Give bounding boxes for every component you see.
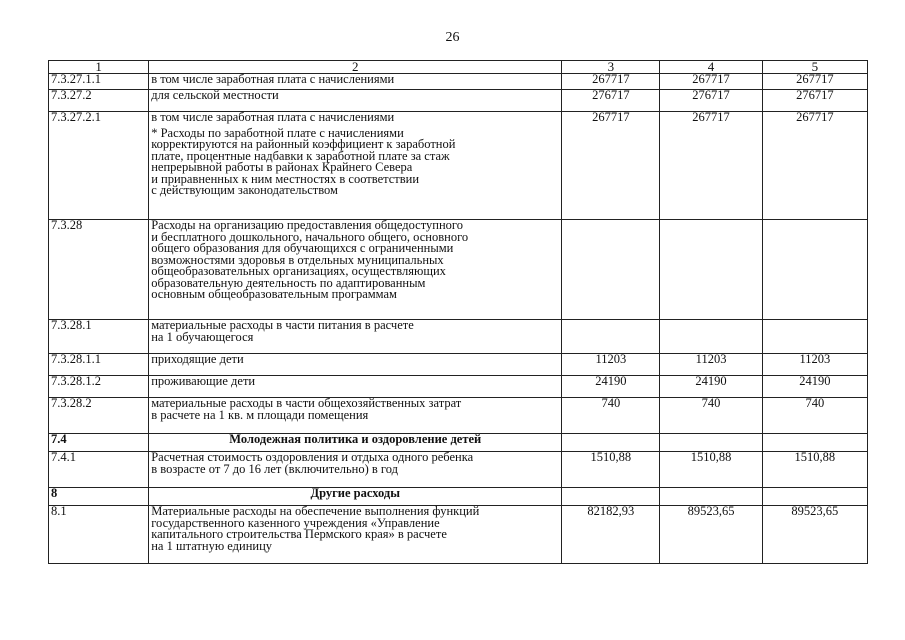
section-title: Другие расходы bbox=[149, 488, 562, 506]
value-col-4: 267717 bbox=[660, 112, 762, 220]
empty-value-cell bbox=[762, 488, 867, 506]
footnote-line: с действующим законодательством bbox=[151, 183, 338, 197]
section-title: Молодежная политика и оздоровление детей bbox=[149, 434, 562, 452]
value-col-5: 1510,88 bbox=[762, 452, 867, 488]
row-code: 7.3.28 bbox=[49, 220, 149, 320]
value-col-3 bbox=[562, 320, 660, 354]
description-line: общеобразовательных организациях, осуществляющих bbox=[151, 264, 446, 278]
value-col-4: 11203 bbox=[660, 354, 762, 376]
description-line: в возрасте от 7 до 16 лет (включительно) в год bbox=[151, 461, 398, 476]
value-col-3: 276717 bbox=[562, 90, 660, 112]
value-col-3: 267717 bbox=[562, 74, 660, 90]
value-col-4 bbox=[660, 320, 762, 354]
row-code: 7.3.28.1.2 bbox=[49, 376, 149, 398]
table-row bbox=[49, 488, 868, 506]
header-cell-1: 1 bbox=[49, 61, 149, 74]
empty-value-cell bbox=[562, 434, 660, 452]
footnote-line: и приравненных к ним местностях в соответствии bbox=[151, 171, 420, 186]
value-col-5: 267717 bbox=[762, 74, 867, 90]
header-cell-3: 3 bbox=[562, 61, 660, 74]
table-row bbox=[49, 90, 868, 112]
empty-value-cell bbox=[660, 488, 762, 506]
table-row bbox=[49, 398, 868, 434]
description-line: и бесплатного дошкольного, начального общего, основного bbox=[151, 229, 469, 244]
row-description bbox=[149, 398, 562, 434]
value-col-4: 267717 bbox=[660, 74, 762, 90]
empty-value-cell bbox=[660, 434, 762, 452]
value-col-4: 89523,65 bbox=[660, 506, 762, 564]
value-col-4 bbox=[660, 220, 762, 320]
row-code: 7.4 bbox=[49, 434, 149, 452]
footnote-line: * Расходы по заработной плате с начислениями bbox=[151, 125, 404, 140]
description-line: для сельской местности bbox=[151, 88, 279, 102]
row-description bbox=[149, 112, 562, 220]
value-col-4: 1510,88 bbox=[660, 452, 762, 488]
value-col-3: 82182,93 bbox=[562, 506, 660, 564]
description-line: на 1 штатную единицу bbox=[151, 538, 273, 553]
description-line: материальные расходы в части питания в расчете bbox=[151, 318, 414, 332]
value-col-5 bbox=[762, 220, 867, 320]
value-col-3: 267717 bbox=[562, 112, 660, 220]
page-number: 26 bbox=[445, 30, 460, 45]
row-description bbox=[149, 376, 562, 398]
description-line: приходящие дети bbox=[151, 352, 244, 366]
description-line: общего образования для обучающихся с ограниченными bbox=[151, 241, 454, 255]
row-code: 7.3.27.2 bbox=[49, 90, 149, 112]
description-line: в том числе заработная плата с начислениями bbox=[151, 110, 395, 124]
row-code: 7.3.28.1.1 bbox=[49, 354, 149, 376]
value-col-3: 11203 bbox=[562, 354, 660, 376]
description-line: Материальные расходы на обеспечение выполнения функций bbox=[151, 504, 480, 518]
value-col-4: 24190 bbox=[660, 376, 762, 398]
footnote-line: плате, процентные надбавки к заработной плате за стаж bbox=[151, 148, 450, 163]
description-line: образовательную деятельность по адаптированным bbox=[151, 275, 426, 290]
value-col-5: 24190 bbox=[762, 376, 867, 398]
empty-value-cell bbox=[762, 434, 867, 452]
footnote bbox=[151, 125, 559, 197]
row-code: 7.3.27.1.1 bbox=[49, 74, 149, 90]
description-line: материальные расходы в части общехозяйственных затрат bbox=[151, 396, 462, 410]
description-line: проживающие дети bbox=[151, 374, 256, 388]
value-col-5: 267717 bbox=[762, 112, 867, 220]
row-description bbox=[149, 220, 562, 320]
table-row bbox=[49, 506, 868, 564]
row-description bbox=[149, 506, 562, 564]
row-description bbox=[149, 90, 562, 112]
footnote-line: непрерывной работы в районах Крайнего Севера bbox=[151, 160, 413, 174]
table-row bbox=[49, 220, 868, 320]
value-col-3: 740 bbox=[562, 398, 660, 434]
value-col-5: 740 bbox=[762, 398, 867, 434]
value-col-3: 24190 bbox=[562, 376, 660, 398]
footnote-line: корректируются на районный коэффициент к заработной bbox=[151, 137, 456, 151]
header-cell-4: 4 bbox=[660, 61, 762, 74]
value-col-4: 276717 bbox=[660, 90, 762, 112]
row-code: 7.3.28.2 bbox=[49, 398, 149, 434]
row-code: 7.3.27.2.1 bbox=[49, 112, 149, 220]
description-line: возможностями здоровья в отдельных муниципальных bbox=[151, 252, 444, 267]
table-row bbox=[49, 434, 868, 452]
value-col-3: 1510,88 bbox=[562, 452, 660, 488]
header-cell-2: 2 bbox=[149, 61, 562, 74]
value-col-5: 276717 bbox=[762, 90, 867, 112]
row-description bbox=[149, 354, 562, 376]
value-col-4: 740 bbox=[660, 398, 762, 434]
row-code: 7.3.28.1 bbox=[49, 320, 149, 354]
value-col-5 bbox=[762, 320, 867, 354]
table-row bbox=[49, 320, 868, 354]
table-row bbox=[49, 354, 868, 376]
description-line: в расчете на 1 кв. м площади помещения bbox=[151, 407, 369, 422]
row-code: 8.1 bbox=[49, 506, 149, 564]
table-row bbox=[49, 112, 868, 220]
description-line: Расчетная стоимость оздоровления и отдыха одного ребенка bbox=[151, 450, 474, 464]
value-col-5: 11203 bbox=[762, 354, 867, 376]
value-col-3 bbox=[562, 220, 660, 320]
row-code: 7.4.1 bbox=[49, 452, 149, 488]
header-cell-5: 5 bbox=[762, 61, 867, 74]
table-row bbox=[49, 452, 868, 488]
description-line: государственного казенного учреждения «Управление bbox=[151, 515, 440, 530]
row-description bbox=[149, 452, 562, 488]
empty-value-cell bbox=[562, 488, 660, 506]
description-line: на 1 обучающегося bbox=[151, 329, 254, 344]
expense-table bbox=[48, 60, 868, 564]
table-row bbox=[49, 376, 868, 398]
description-line: капитального строительства Пермского края» в расчете bbox=[151, 527, 447, 541]
description-line: основным общеобразовательным программам bbox=[151, 287, 397, 301]
description-line: Расходы на организацию предоставления общедоступного bbox=[151, 218, 463, 232]
description-line: в том числе заработная плата с начислениями bbox=[151, 72, 395, 86]
row-description bbox=[149, 320, 562, 354]
row-code: 8 bbox=[49, 488, 149, 506]
value-col-5: 89523,65 bbox=[762, 506, 867, 564]
